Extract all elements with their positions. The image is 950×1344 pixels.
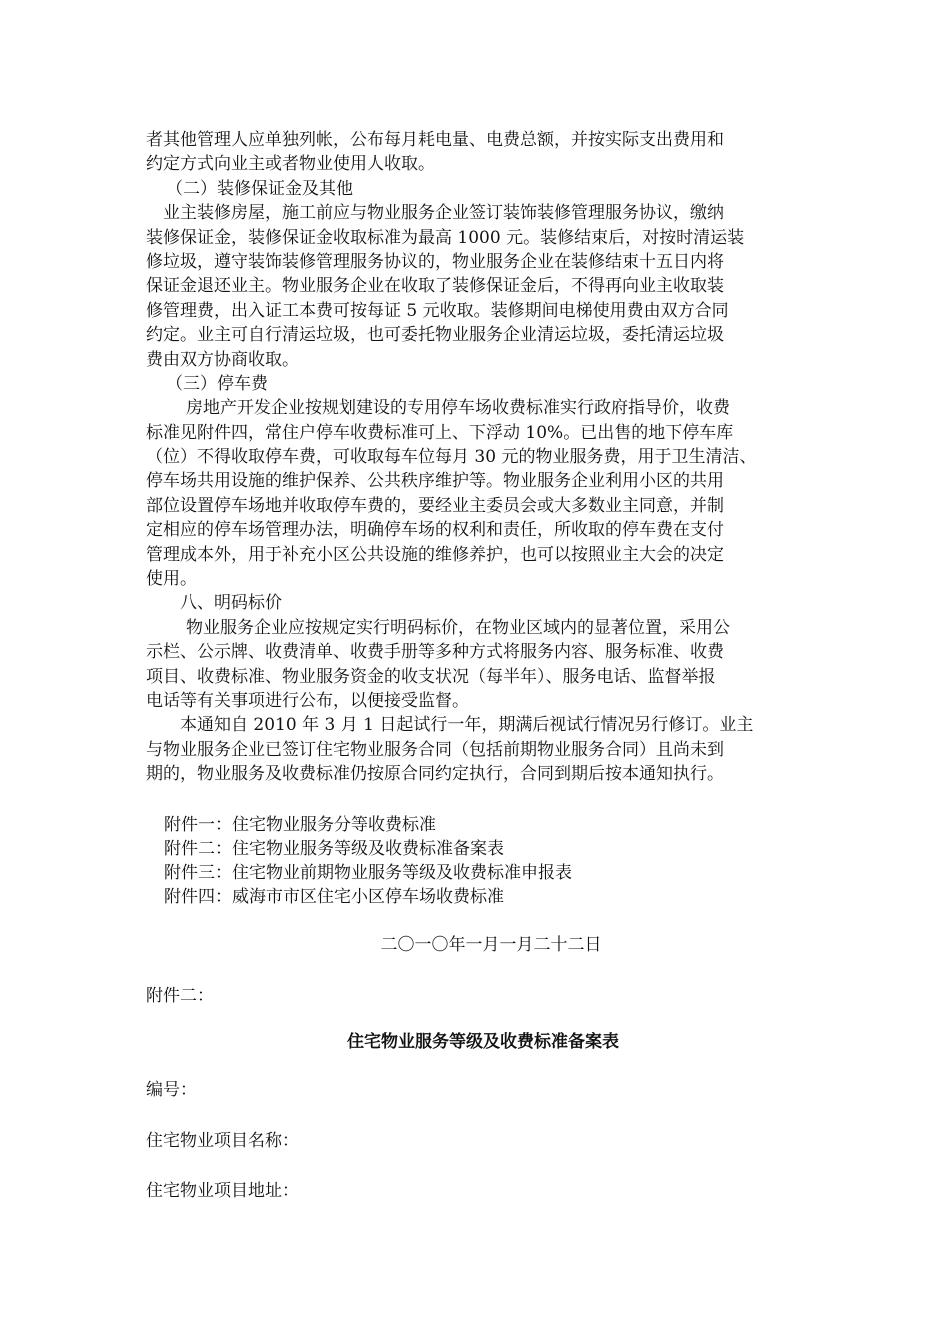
document-date: 二〇一〇年一月一月二十二日 — [380, 934, 602, 955]
attachment-item: 附件二：住宅物业服务等级及收费标准备案表 — [164, 838, 504, 859]
appendix-label: 附件二： — [146, 985, 214, 1006]
paragraph-line: 定相应的停车场管理办法，明确停车场的权利和责任，所收取的停车费在支付 — [146, 520, 724, 541]
spacer — [146, 957, 820, 984]
section-heading: （二）装修保证金及其他 — [166, 178, 353, 199]
spacer — [146, 909, 820, 933]
paragraph-line: 管理成本外，用于补充小区公共设施的维修养护，也可以按照业主大会的决定 — [146, 544, 724, 565]
spacer — [146, 1102, 820, 1129]
paragraph-line: 期的，物业服务及收费标准仍按原合同约定执行，合同到期后按本通知执行。 — [146, 764, 724, 785]
paragraph-line: 房地产开发企业按规划建设的专用停车场收费标准实行政府指导价，收费 — [186, 398, 730, 419]
field-serial-number: 编号： — [146, 1079, 197, 1100]
form-title: 住宅物业服务等级及收费标准备案表 — [347, 1032, 619, 1053]
paragraph-line: 项目、收费标准、物业服务资金的收支状况（每半年）、服务电话、监督举报 — [146, 666, 716, 687]
paragraph-line: 示栏、公示牌、收费清单、收费手册等多种方式将服务内容、服务标准、收费 — [146, 642, 724, 663]
paragraph-line: 电话等有关事项进行公布，以便接受监督。 — [146, 690, 469, 711]
paragraph-line: 装修保证金，装修保证金收取标准为最高 1000 元。装修结束后，对按时清运装 — [146, 227, 745, 248]
spacer — [146, 787, 820, 813]
spacer — [146, 1153, 820, 1179]
paragraph-line: 业主装修房屋，施工前应与物业服务企业签订装饰装修管理服务协议，缴纳 — [163, 203, 724, 224]
paragraph-line: 使用。 — [146, 569, 197, 590]
paragraph-line: 约定。业主可自行清运垃圾，也可委托物业服务企业清运垃圾，委托清运垃圾 — [146, 325, 724, 346]
section-heading: 八、明码标价 — [180, 593, 282, 614]
paragraph-line: 者其他管理人应单独列帐，公布每月耗电量、电费总额，并按实际支出费用和 — [146, 130, 724, 150]
paragraph-line: （位）不得收取停车费，可收取每车位每月 30 元的物业服务费，用于卫生清洁、 — [146, 447, 757, 468]
paragraph-line: 物业服务企业应按规定实行明码标价，在物业区域内的显著位置，采用公 — [186, 617, 730, 638]
spacer — [146, 1008, 820, 1030]
attachment-item: 附件四：威海市市区住宅小区停车场收费标准 — [164, 886, 504, 907]
section-heading: （三）停车费 — [166, 373, 268, 394]
attachment-item: 附件一：住宅物业服务分等收费标准 — [164, 814, 436, 835]
attachment-item: 附件三：住宅物业前期物业服务等级及收费标准申报表 — [164, 862, 572, 883]
spacer — [146, 1055, 820, 1078]
paragraph-line: 标准见附件四，常住户停车收费标准可上、下浮动 10%。已出售的地下停车库 — [146, 422, 734, 443]
paragraph-line: 与物业服务企业已签订住宅物业服务合同（包括前期物业服务合同）且尚未到 — [146, 739, 724, 760]
paragraph-line: 约定方式向业主或者物业使用人收取。 — [146, 154, 435, 175]
document-body — [146, 128, 820, 1203]
paragraph-line: 部位设置停车场地并收取停车费的，要经业主委员会或大多数业主同意，并制 — [146, 495, 724, 516]
paragraph-line: 修管理费，出入证工本费可按每证 5 元收取。装修期间电梯使用费由双方合同 — [146, 300, 729, 321]
paragraph-line: 费由双方协商收取。 — [146, 349, 299, 370]
paragraph-line: 修垃圾，遵守装饰装修管理服务协议的，物业服务企业在装修结束十五日内将 — [146, 251, 724, 272]
field-project-name: 住宅物业项目名称： — [146, 1130, 299, 1151]
paragraph-line: 保证金退还业主。物业服务企业在收取了装修保证金后，不得再向业主收取装 — [146, 276, 724, 297]
paragraph-line: 本通知自 2010 年 3 月 1 日起试行一年，期满后视试行情况另行修订。业主 — [180, 715, 754, 736]
field-project-address: 住宅物业项目地址： — [146, 1180, 299, 1201]
paragraph-line: 停车场共用设施的维护保养、公共秩序维护等。物业服务企业利用小区的共用 — [146, 471, 724, 492]
